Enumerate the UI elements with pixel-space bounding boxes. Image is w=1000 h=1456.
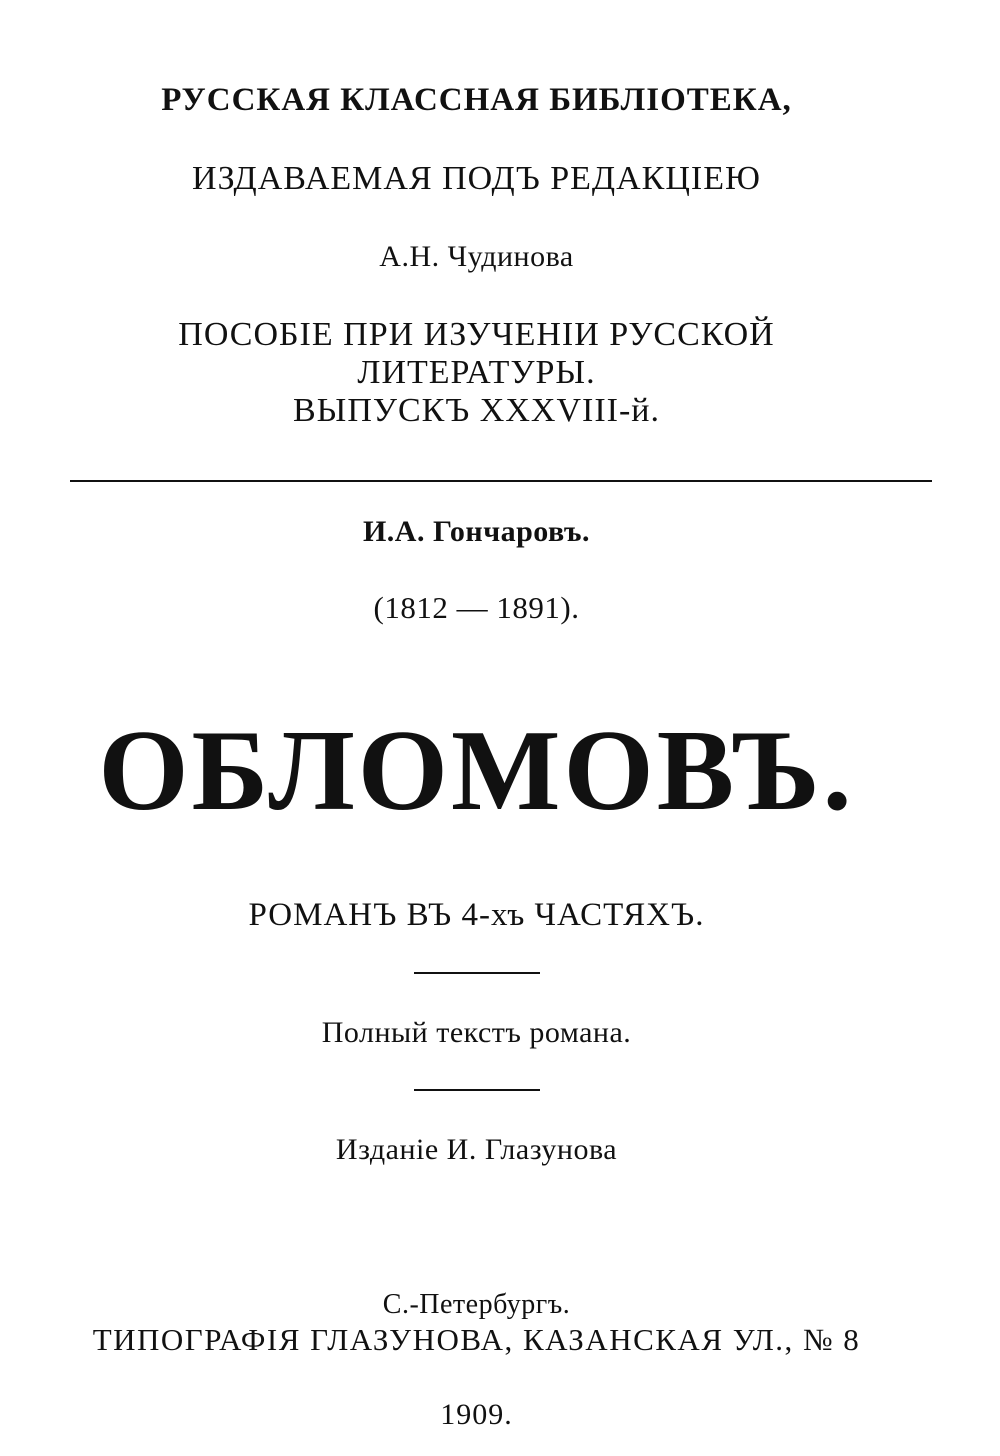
section-divider [70, 480, 932, 482]
manual-block [0, 316, 953, 430]
editor-name: А.Н. Чудинова [379, 240, 574, 273]
author-name: И.А. Гончаровъ. [362, 515, 591, 548]
manual-line-3: ВЫПУСКЪ XXXVIII-й. [292, 392, 660, 429]
short-divider-1 [414, 972, 540, 974]
series-title: РУССКАЯ КЛАССНАЯ БИБЛІОТЕКА, [161, 82, 792, 118]
imprint-city: С.-Петербургъ. [382, 1289, 571, 1320]
manual-line-2: ЛИТЕРАТУРЫ. [357, 354, 596, 391]
genre-line: РОМАНЪ ВЪ 4-хъ ЧАСТЯХЪ. [248, 897, 705, 933]
imprint-year: 1909. [440, 1398, 513, 1431]
imprint-press: ТИПОГРАФІЯ ГЛАЗУНОВА, КАЗАНСКАЯ УЛ., № 8 [92, 1322, 861, 1357]
author-years: (1812 — 1891). [373, 590, 580, 625]
full-text-note: Полный текстъ романа. [321, 1016, 632, 1049]
edited-by-line: ИЗДАВАЕМАЯ ПОДЪ РЕДАКЦІЕЮ [192, 160, 761, 197]
manual-line-1: ПОСОБІЕ ПРИ ИЗУЧЕНІИ РУССКОЙ [178, 316, 775, 353]
short-divider-2 [414, 1089, 540, 1091]
edition-line: Изданіе И. Глазунова [335, 1133, 618, 1166]
book-title: ОБЛОМОВЪ. [98, 707, 855, 835]
